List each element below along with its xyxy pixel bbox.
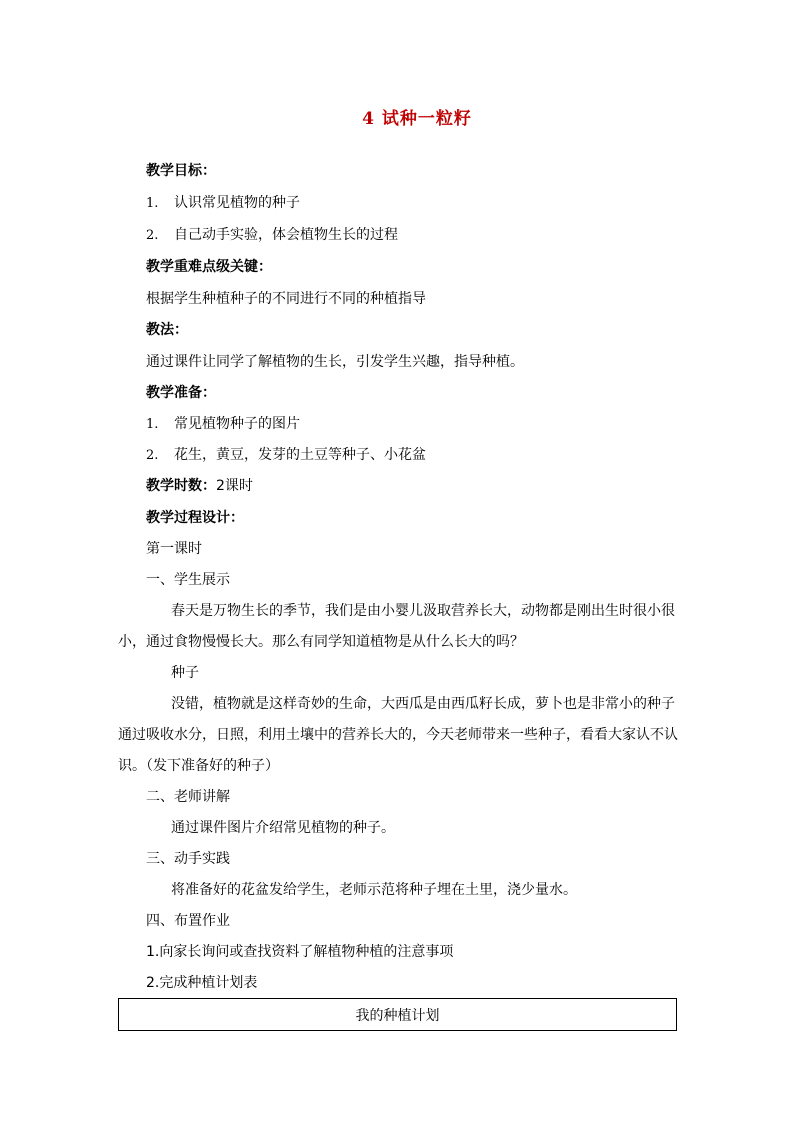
preparation-num-1: 1. (146, 417, 159, 432)
objective-text-2: 自己动手实验，体会植物生长的过程 (174, 227, 398, 243)
lesson-label: 第一课时 (146, 541, 202, 557)
preparation-item-1 (146, 414, 300, 435)
document-title: 4 试种一粒籽 (362, 109, 472, 129)
preparation-item-2 (146, 445, 426, 466)
key-points-text: 根据学生种植种子的不同进行不同的种植指导 (146, 291, 426, 307)
process-heading: 教学过程设计： (146, 510, 244, 526)
section-1-para-2-line-3: 识。（发下准备好的种子） (118, 758, 279, 774)
section-3-title: 三、动手实践 (146, 851, 230, 867)
method-heading: 教法： (146, 322, 188, 338)
key-points-heading: 教学重难点级关键： (146, 259, 272, 275)
section-2-title: 二、老师讲解 (146, 789, 230, 805)
section-1-answer: 种子 (171, 665, 199, 681)
objective-num-2: 2. (146, 228, 159, 243)
hours-value: 2课时 (216, 478, 253, 494)
preparation-heading: 教学准备： (146, 385, 216, 401)
objectives-heading: 教学目标： (146, 163, 216, 179)
section-3-text: 将准备好的花盆发给学生，老师示范将种子埋在土里，浇少量水。 (171, 882, 577, 898)
objective-num-1: 1. (146, 196, 159, 211)
homework-item-2: 2.完成种植计划表 (146, 975, 258, 991)
preparation-num-2: 2. (146, 448, 159, 463)
section-1-para-1-line-2: 小，通过食物慢慢长大。那么有同学知道植物是从什么长大的吗？ (118, 634, 524, 650)
section-2-text: 通过课件图片介绍常见植物的种子。 (171, 820, 395, 836)
section-1-para-2-line-1: 没错，植物就是这样奇妙的生命，大西瓜是由西瓜籽长成，萝卜也是非常小的种子 (171, 696, 675, 712)
plan-table-header: 我的种植计划 (355, 1007, 440, 1024)
section-1-para-1-line-1: 春天是万物生长的季节，我们是由小婴儿汲取营养长大，动物都是刚出生时很小很 (171, 603, 675, 619)
section-4-title: 四、布置作业 (146, 913, 230, 929)
objective-text-1: 认识常见植物的种子 (174, 195, 300, 211)
preparation-text-2: 花生，黄豆，发芽的土豆等种子、小花盆 (174, 447, 426, 463)
preparation-text-1: 常见植物种子的图片 (174, 416, 300, 432)
hours-line (146, 476, 253, 496)
section-1-title: 一、学生展示 (146, 572, 230, 588)
plan-table-header-cell (118, 998, 677, 1031)
hours-heading: 教学时数： (146, 478, 216, 494)
objective-item-2 (146, 225, 398, 246)
homework-item-1: 1.向家长询问或查找资料了解植物种植的注意事项 (146, 944, 454, 960)
objective-item-1 (146, 193, 300, 214)
section-1-para-2-line-2: 通过吸收水分，日照，利用土壤中的营养长大的，今天老师带来一些种子，看看大家认不认 (118, 727, 678, 743)
method-text: 通过课件让同学了解植物的生长，引发学生兴趣，指导种植。 (146, 354, 524, 370)
